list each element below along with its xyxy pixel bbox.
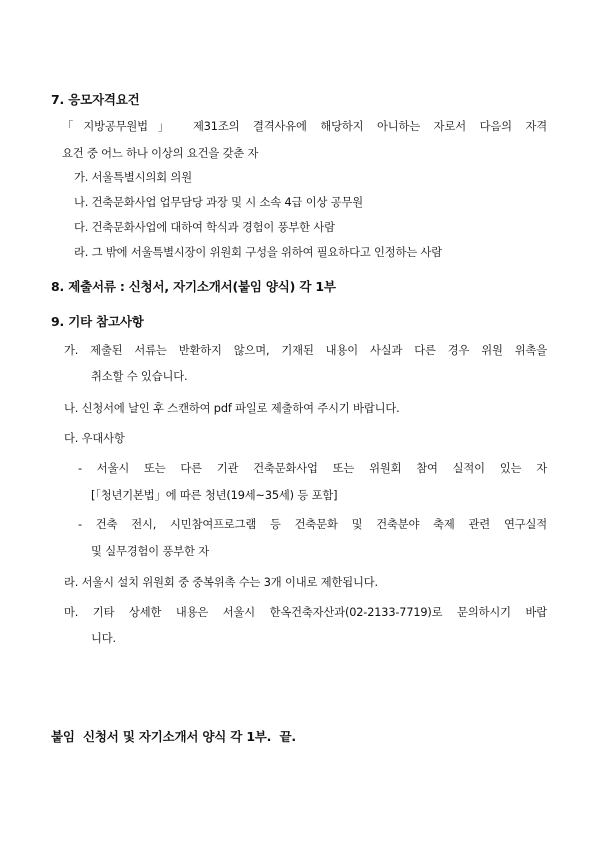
qualification-item-na: 나. 건축문화사업 업무담당 과장 및 시 소속 4급 이상 공무원 bbox=[74, 196, 363, 209]
qualification-item-ra: 라. 그 밖에 서울특별시장이 위원회 구성을 위하여 필요하다고 인정하는 사람 bbox=[74, 246, 443, 259]
section-7-intro-line-1: 「지방공무원법」 제31조의 결격사유에 해당하지 아니하는 자로서 다음의 자격 bbox=[62, 120, 547, 133]
preference-1-line-1: - 서울시 또는 다른 기관 건축문화사업 또는 위원회 참여 실적이 있는 자 bbox=[78, 462, 547, 475]
preference-2-line-1: - 건축 전시, 시민참여프로그램 등 건축문화 및 건축분야 축제 관련 연구실적 bbox=[78, 518, 547, 531]
qualification-item-ga: 가. 서울특별시의회 의원 bbox=[74, 171, 192, 184]
section-7-intro-line-2: 요건 중 어느 하나 이상의 요건을 갖춘 자 bbox=[62, 147, 259, 160]
note-da-heading: 다. 우대사항 bbox=[64, 432, 125, 445]
note-ma-line-1: 마. 기타 상세한 내용은 서울시 한옥건축자산과(02-2133-7719)로 문의하시기 바랍 bbox=[64, 606, 547, 619]
preference-1-line-2: [「청년기본법」에 따른 청년(19세~35세) 등 포함] bbox=[91, 489, 338, 502]
section-8-heading: 8. 제출서류 : 신청서, 자기소개서(붙임 양식) 각 1부 bbox=[51, 279, 336, 294]
preference-2-line-2: 및 실무경험이 풍부한 자 bbox=[91, 545, 209, 558]
note-ga-line-1: 가. 제출된 서류는 반환하지 않으며, 기재된 내용이 사실과 다른 경우 위원 위촉을 bbox=[64, 344, 547, 357]
section-7-heading: 7. 응모자격요건 bbox=[51, 92, 140, 107]
note-ma-line-2: 니다. bbox=[91, 632, 116, 645]
attachment-closing: 붙임 신청서 및 자기소개서 양식 각 1부. 끝. bbox=[51, 729, 296, 744]
qualification-item-da: 다. 건축문화사업에 대하여 학식과 경험이 풍부한 사람 bbox=[74, 221, 335, 234]
note-ra: 라. 서울시 설치 위원회 중 중복위촉 수는 3개 이내로 제한됩니다. bbox=[64, 576, 378, 589]
note-ga-line-2: 취소할 수 있습니다. bbox=[91, 370, 188, 383]
note-na: 나. 신청서에 날인 후 스캔하여 pdf 파일로 제출하여 주시기 바랍니다. bbox=[64, 402, 400, 415]
section-9-heading: 9. 기타 참고사항 bbox=[51, 314, 144, 329]
